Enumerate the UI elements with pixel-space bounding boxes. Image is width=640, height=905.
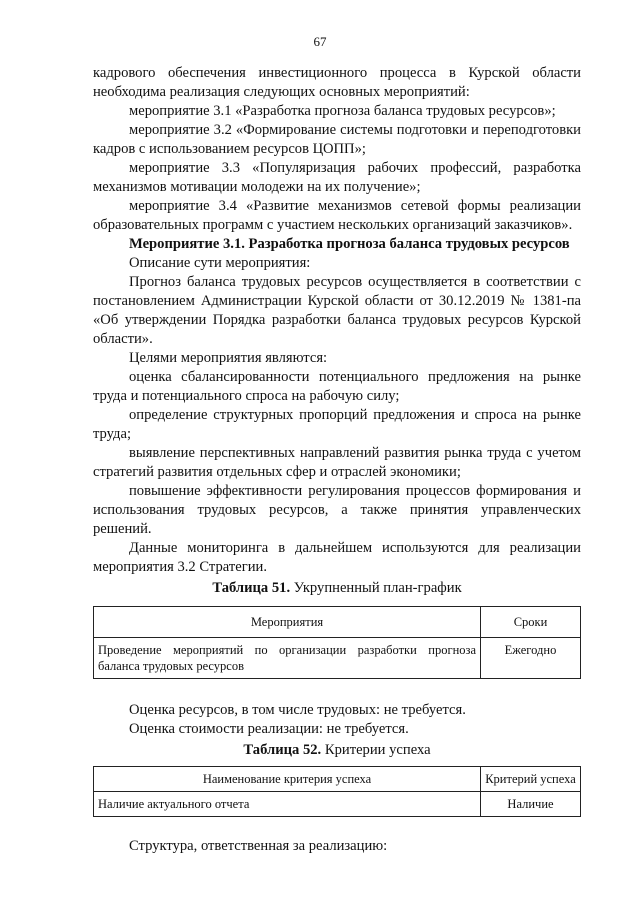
- table-header-cell: Сроки: [481, 607, 581, 638]
- table-caption-text: Укрупненный план-график: [293, 580, 462, 596]
- table-row: [94, 638, 581, 679]
- table-row: [94, 792, 581, 817]
- success-criteria-table: [93, 766, 581, 817]
- paragraph: мероприятие 3.1 «Разработка прогноза баланса трудовых ресурсов»;: [129, 103, 556, 119]
- paragraph: Данные мониторинга в дальнейшем используются для реализации мероприятия 3.2 Стратегии.: [93, 540, 581, 575]
- paragraph: мероприятие 3.3 «Популяризация рабочих профессий, разработка механизмов мотивации молодежи на их получение»;: [93, 160, 581, 195]
- table-header-cell: Критерий успеха: [481, 767, 581, 792]
- table-header-row: [94, 767, 581, 792]
- table-cell: Проведение мероприятий по организации разработки прогноза баланса трудовых ресурсов: [94, 638, 481, 679]
- table-caption: [93, 741, 581, 760]
- page-number: 67: [313, 34, 327, 49]
- table-caption: [93, 579, 581, 598]
- paragraph: кадрового обеспечения инвестиционного процесса в Курской области необходима реализация следующих основных мероприятий:: [93, 65, 581, 100]
- table-cell: Наличие актуального отчета: [94, 792, 481, 817]
- paragraph: Оценка ресурсов, в том числе трудовых: не требуется.: [129, 702, 466, 718]
- table-header-cell: Наименование критерия успеха: [94, 767, 481, 792]
- table-header-row: [94, 607, 581, 638]
- table-caption-number: Таблица 51.: [212, 580, 291, 596]
- section-heading: Мероприятие 3.1. Разработка прогноза баланса трудовых ресурсов: [129, 236, 570, 252]
- table-caption-text: Критерии успеха: [324, 742, 431, 758]
- table-caption-number: Таблица 52.: [243, 742, 322, 758]
- plan-schedule-table: [93, 606, 581, 679]
- paragraph: Описание сути мероприятия:: [129, 255, 311, 271]
- paragraph: выявление перспективных направлений развития рынка труда с учетом стратегий развития отдельных сфер и отраслей экономики;: [93, 445, 581, 480]
- paragraph: мероприятие 3.4 «Развитие механизмов сетевой формы реализации образовательных программ с участием нескольких организаций заказчиков».: [93, 198, 581, 233]
- paragraph: Оценка стоимости реализации: не требуется.: [129, 721, 409, 737]
- paragraph: Целями мероприятия являются:: [129, 350, 328, 366]
- table-cell: Ежегодно: [481, 638, 581, 679]
- paragraph: определение структурных пропорций предложения и спроса на рынке труда;: [93, 407, 581, 442]
- paragraph: повышение эффективности регулирования процессов формирования и использования трудовых ресурсов, а также принятия управленческих решений.: [93, 483, 581, 537]
- paragraph: оценка сбалансированности потенциального предложения на рынке труда и потенциального спроса на рабочую силу;: [93, 369, 581, 404]
- paragraph: Прогноз баланса трудовых ресурсов осуществляется в соответствии с постановлением Администрации Курской области от 30.12.2019 № 1381-па «Об утверждении Порядка разработки баланса трудовых ресурсов Курской области».: [93, 274, 581, 347]
- paragraph: Структура, ответственная за реализацию:: [129, 838, 388, 854]
- table-header-cell: Мероприятия: [94, 607, 481, 638]
- page-content: [93, 64, 581, 856]
- table-cell: Наличие: [481, 792, 581, 817]
- paragraph: мероприятие 3.2 «Формирование системы подготовки и переподготовки кадров с использованием ресурсов ЦОПП»;: [93, 122, 581, 157]
